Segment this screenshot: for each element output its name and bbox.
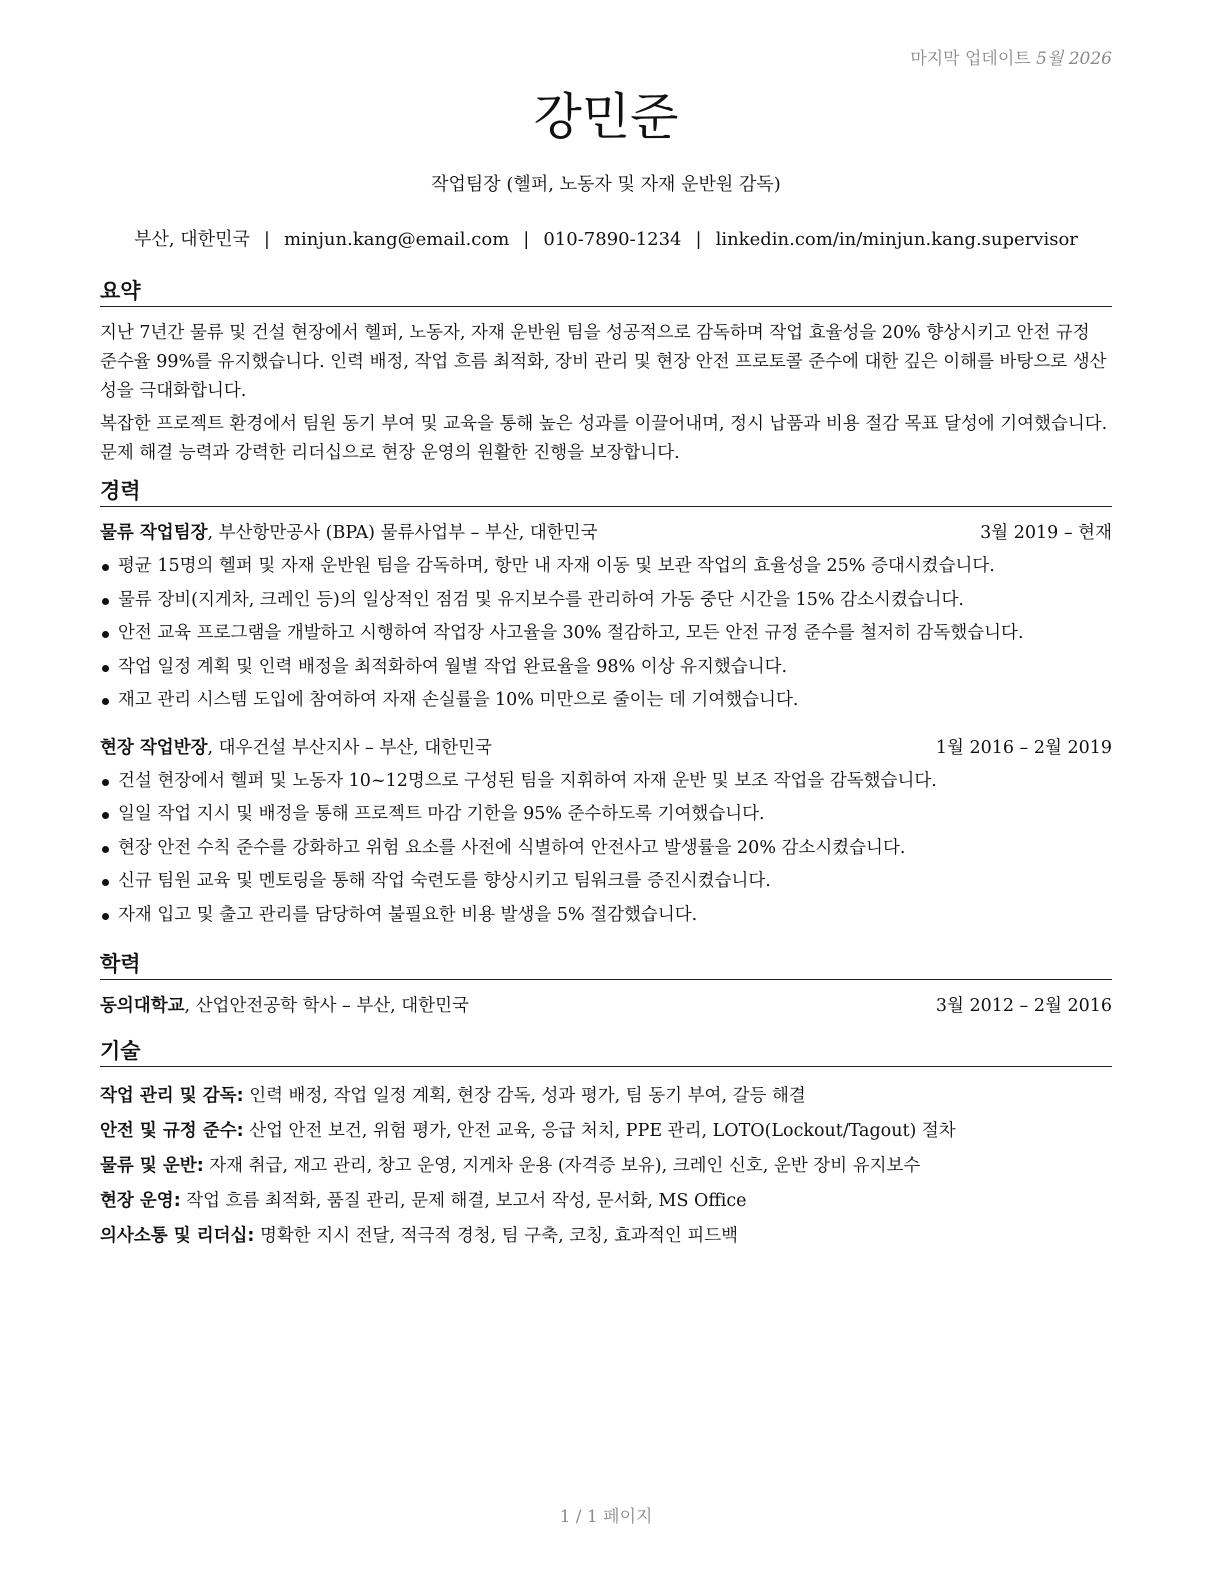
candidate-name: 강민준 bbox=[533, 88, 679, 146]
last-updated bbox=[910, 44, 1112, 69]
skill-label: 물류 및 운반: bbox=[100, 1156, 204, 1176]
job-role: 물류 작업팀장 bbox=[100, 523, 208, 543]
job-bullet: 현장 안전 수칙 준수를 강화하고 위험 요소를 사전에 식별하여 안전사고 발생률을 20% 감소시켰습니다. bbox=[100, 832, 1112, 866]
job-bullet: 건설 현장에서 헬퍼 및 노동자 10~12명으로 구성된 팀을 지휘하여 자재 운반 및 보조 작업을 감독했습니다. bbox=[100, 765, 1112, 799]
contact-separator: | bbox=[523, 229, 530, 250]
last-updated-date: 5월 2026 bbox=[1036, 49, 1112, 69]
summary-paragraph: 복잡한 프로젝트 환경에서 팀원 동기 부여 및 교육을 통해 높은 성과를 이끌어내며, 정시 납품과 비용 절감 목표 달성에 기여했습니다. 문제 해결 능력과 강력한 리더십으로 현장 운영의 원활한 진행을 보장합니다. bbox=[100, 414, 1108, 463]
skill-line bbox=[100, 1219, 1112, 1254]
job-entry bbox=[100, 519, 1112, 718]
contact-phone[interactable]: 010-7890-1234 bbox=[543, 229, 682, 250]
skill-label: 현장 운영: bbox=[100, 1191, 181, 1211]
resume-page bbox=[100, 0, 1112, 1584]
job-header bbox=[100, 734, 1112, 762]
experience-section bbox=[100, 478, 1112, 932]
skill-label: 의사소통 및 리더십: bbox=[100, 1226, 255, 1246]
candidate-headline: 작업팀장 (헬퍼, 노동자 및 자재 운반원 감독) bbox=[431, 174, 781, 195]
skill-value: 명확한 지시 전달, 적극적 경청, 팀 구축, 코칭, 효과적인 피드백 bbox=[254, 1226, 739, 1246]
job-bullet: 안전 교육 프로그램을 개발하고 시행하여 작업장 사고율을 30% 절감하고, 모든 안전 규정 준수를 철저히 감독했습니다. bbox=[100, 617, 1112, 651]
job-dates: 1월 2016 – 2월 2019 bbox=[935, 737, 1112, 758]
contact-separator: | bbox=[695, 229, 702, 250]
skill-value: 작업 흐름 최적화, 품질 관리, 문제 해결, 보고서 작성, 문서화, MS Office bbox=[180, 1191, 747, 1211]
skill-value: 인력 배정, 작업 일정 계획, 현장 감독, 성과 평가, 팀 동기 부여, 갈등 해결 bbox=[243, 1086, 806, 1106]
skills-section bbox=[100, 1038, 1112, 1254]
job-entry bbox=[100, 734, 1112, 933]
job-bullet: 재고 관리 시스템 도입에 참여하여 자재 손실률을 10% 미만으로 줄이는 데 기여했습니다. bbox=[100, 684, 1112, 718]
job-org: , 부산항만공사 (BPA) 물류사업부 – 부산, 대한민국 bbox=[207, 523, 598, 543]
skill-line bbox=[100, 1149, 1112, 1184]
section-title-summary: 요약 bbox=[100, 278, 1112, 307]
job-bullet: 물류 장비(지게차, 크레인 등)의 일상적인 점검 및 유지보수를 관리하여 가동 중단 시간을 15% 감소시켰습니다. bbox=[100, 584, 1112, 618]
education-school: 동의대학교 bbox=[100, 996, 185, 1016]
skill-label: 작업 관리 및 감독: bbox=[100, 1086, 244, 1106]
job-bullet: 신규 팀원 교육 및 멘토링을 통해 작업 숙련도를 향상시키고 팀워크를 증진시켰습니다. bbox=[100, 865, 1112, 899]
education-dates: 3월 2012 – 2월 2016 bbox=[935, 996, 1112, 1016]
job-bullets bbox=[100, 550, 1112, 718]
skill-line bbox=[100, 1114, 1112, 1149]
section-title-experience: 경력 bbox=[100, 478, 1112, 507]
skill-line bbox=[100, 1184, 1112, 1219]
education-section bbox=[100, 951, 1112, 1020]
job-bullet: 작업 일정 계획 및 인력 배정을 최적화하여 월별 작업 완료율을 98% 이상 유지했습니다. bbox=[100, 651, 1112, 685]
job-role: 현장 작업반장 bbox=[100, 737, 208, 758]
skill-line bbox=[100, 1079, 1112, 1114]
job-dates: 3월 2019 – 현재 bbox=[980, 523, 1112, 543]
job-bullet: 일일 작업 지시 및 배정을 통해 프로젝트 마감 기한을 95% 준수하도록 기여했습니다. bbox=[100, 798, 1112, 832]
last-updated-label: 마지막 업데이트 bbox=[910, 49, 1031, 69]
section-title-education: 학력 bbox=[100, 951, 1112, 980]
job-bullets bbox=[100, 765, 1112, 933]
skill-label: 안전 및 규정 준수: bbox=[100, 1121, 244, 1141]
job-header bbox=[100, 519, 1112, 547]
summary-section bbox=[100, 278, 1112, 472]
education-entry bbox=[100, 992, 1112, 1020]
contact-separator: | bbox=[263, 229, 270, 250]
job-org: , 대우건설 부산지사 – 부산, 대한민국 bbox=[207, 737, 492, 758]
contact-email[interactable]: minjun.kang@email.com bbox=[283, 229, 510, 250]
summary-paragraph: 지난 7년간 물류 및 건설 현장에서 헬퍼, 노동자, 자재 운반원 팀을 성공적으로 감독하며 작업 효율성을 20% 향상시키고 안전 규정 준수율 99%를 유지했습니다. 인력 배정, 작업 흐름 최적화, 장비 관리 및 현장 안전 프로토콜 준수에 대한 깊은 이해를 바탕으로 생산성을 극대화합니다. bbox=[100, 323, 1107, 401]
page-number: 1 / 1 페이지 bbox=[559, 1507, 653, 1527]
contact-location: 부산, 대한민국 bbox=[134, 229, 250, 250]
contact-linkedin[interactable]: linkedin.com/in/minjun.kang.supervisor bbox=[715, 229, 1078, 250]
job-bullet: 자재 입고 및 출고 관리를 담당하여 불필요한 비용 발생을 5% 절감했습니다. bbox=[100, 899, 1112, 933]
skill-value: 자재 취급, 재고 관리, 창고 운영, 지게차 운용 (자격증 보유), 크레인 신호, 운반 장비 유지보수 bbox=[203, 1156, 921, 1176]
job-bullet: 평균 15명의 헬퍼 및 자재 운반원 팀을 감독하며, 항만 내 자재 이동 및 보관 작업의 효율성을 25% 증대시켰습니다. bbox=[100, 550, 1112, 584]
section-title-skills: 기술 bbox=[100, 1038, 1112, 1067]
contact-line bbox=[100, 225, 1112, 251]
skill-value: 산업 안전 보건, 위험 평가, 안전 교육, 응급 처치, PPE 관리, LOTO(Lockout/Tagout) 절차 bbox=[243, 1121, 956, 1141]
education-detail: , 산업안전공학 학사 – 부산, 대한민국 bbox=[184, 996, 469, 1016]
